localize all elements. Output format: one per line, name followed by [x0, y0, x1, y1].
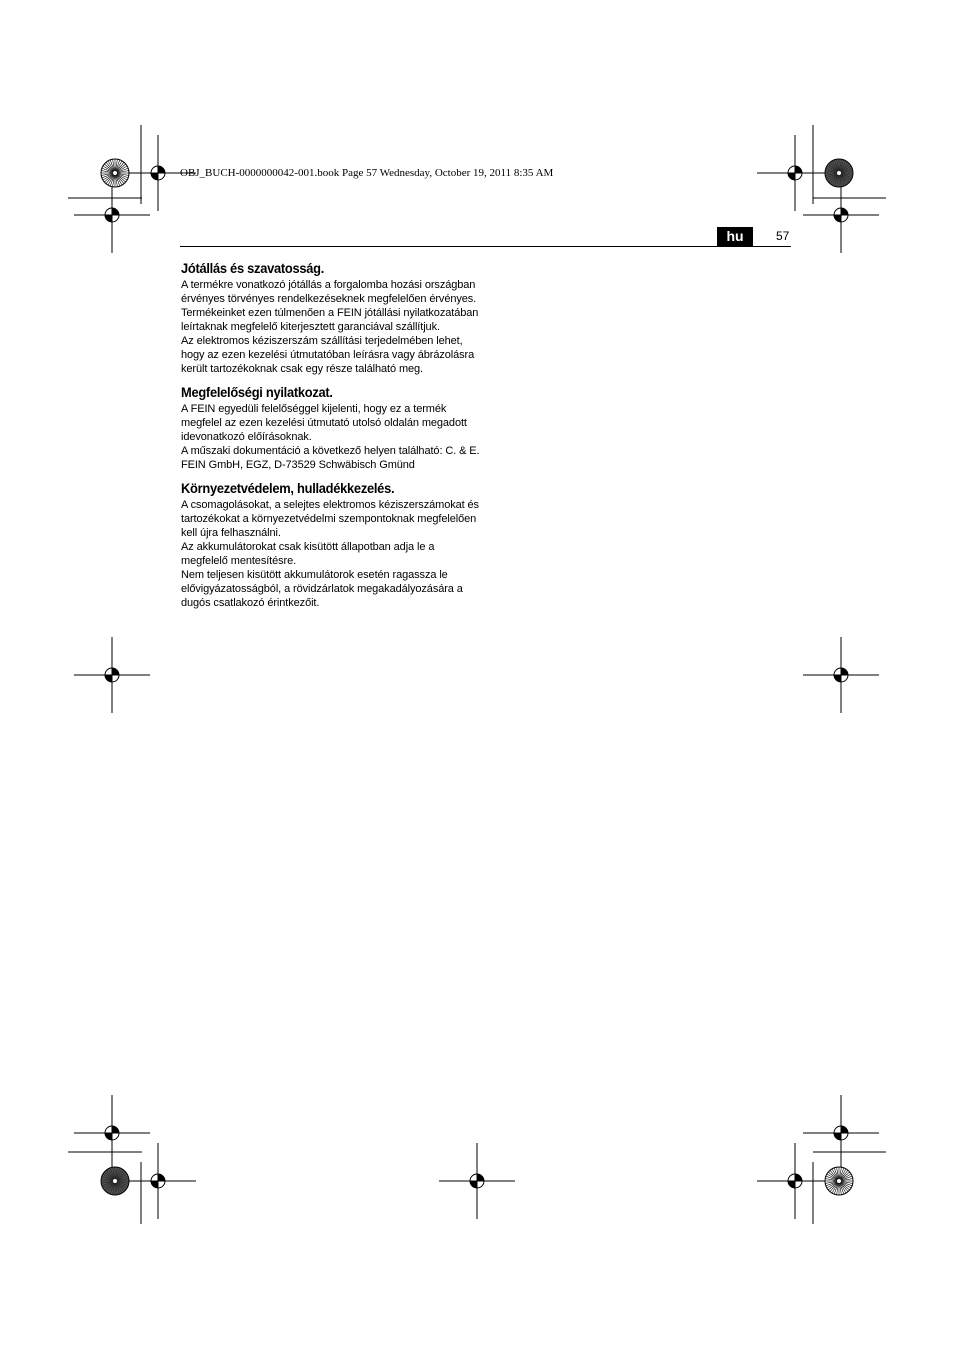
- registration-target-icon: [757, 1143, 833, 1219]
- registration-target-icon: [757, 135, 833, 211]
- section-title: Jótállás és szavatosság.: [181, 260, 325, 276]
- paragraph: Nem teljesen kisütött akkumulátorok esetén ragassza le elővigyázatosságból, a rövidzárlatok megakadályozására a dugós csatlakozó érintkezőit.: [181, 569, 463, 609]
- paragraph: A műszaki dokumentáció a következő helyen található: C. & E. FEIN GmbH, EGZ, D-73529 Schwäbisch Gmünd: [181, 445, 480, 471]
- book-info-line: OBJ_BUCH-0000000042-001.book Page 57 Wednesday, October 19, 2011 8:35 AM: [180, 167, 554, 179]
- registration-target-icon: [74, 1095, 150, 1171]
- section-title: Környezetvédelem, hulladékkezelés.: [181, 480, 395, 496]
- section-title: Megfelelőségi nyilatkozat.: [181, 384, 333, 400]
- section-environment: [181, 478, 481, 610]
- header-rule: [180, 246, 791, 247]
- registration-target-icon: [74, 637, 150, 713]
- main-content: [181, 258, 481, 616]
- registration-target-icon: [74, 177, 150, 253]
- registration-target-icon: [803, 177, 879, 253]
- paragraph: A FEIN egyedüli felelőséggel kijelenti, hogy ez a termék megfelel az ezen kezelési útmutató utolsó oldalán megadott idevonatkozó előírásoknak.: [181, 403, 467, 443]
- paragraph: Az akkumulátorokat csak kisütött állapotban adja le a megfelelő mentesítésre.: [181, 541, 435, 567]
- page-number: 57: [776, 229, 790, 243]
- starburst-mark-icon: [101, 1167, 129, 1195]
- registration-target-icon: [803, 1095, 879, 1171]
- starburst-mark-icon: [101, 159, 129, 187]
- paragraph: A termékre vonatkozó jótállás a forgalomba hozási országban érvényes törvényes rendelkezéseknek megfelelően érvényes. Termékeinket ezen túlmenően a FEIN jótállási nyilatkozatában leírtaknak megfelelő kiterjesztett garanciával szállítjuk.: [181, 279, 479, 333]
- section-warranty: [181, 258, 481, 376]
- paragraph: A csomagolásokat, a selejtes elektromos kéziszerszámokat és tartozékokat a környezetvédelmi szempontoknak megfelelően kell újra felhasználni.: [181, 499, 479, 539]
- registration-target-icon: [439, 1143, 515, 1219]
- registration-target-icon: [120, 1143, 196, 1219]
- starburst-mark-icon: [825, 159, 853, 187]
- language-badge: hu: [717, 227, 753, 246]
- registration-target-icon: [803, 637, 879, 713]
- starburst-mark-icon: [825, 1167, 853, 1195]
- paragraph: Az elektromos kéziszerszám szállítási terjedelmében lehet, hogy az ezen kezelési útmutatóban leírásra vagy ábrázolásra került tartozékoknak csak egy része található meg.: [181, 335, 475, 375]
- section-conformity: [181, 382, 481, 472]
